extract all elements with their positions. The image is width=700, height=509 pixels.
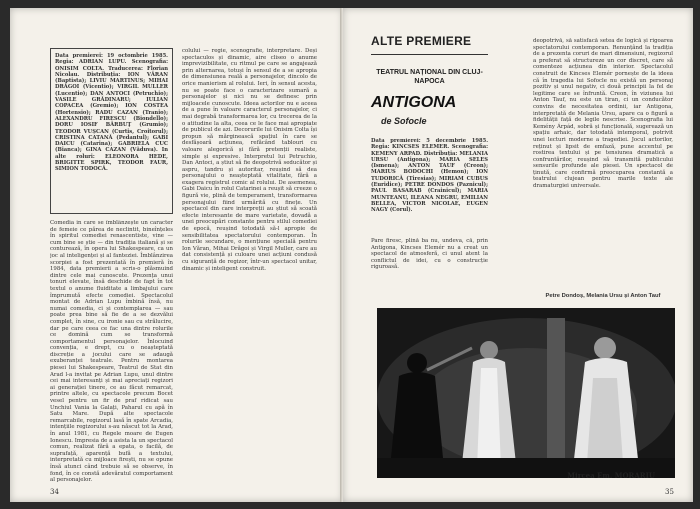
article-text: Comedia in care se îmblânzește un caracter de femeie ce părea de neclintit, bineînțeles în spiritul comediei renascentiste, vine — cum bine se știe — din tradiția italiană și se conturează, în opera lui Shakespeare, ca un joc al inteligenței și al fanteziei. Îmblânzirea scorpiei a fost prezentată în premieră în 1984, data premierii a scris-o plăsmuind dintre cele mai cunoscute. Prezența unui tonuri elevate, însă deschide de fapt în tot textul o anume fluiditate a limbajului care împrumută efecte comediei. Spectacolul montat de Adrian Lupu îmbină însă, nu numai comedia, ci și contemplarea — sau poate prea bine să fie de a se dezvălui complet, în sine, cu ironie sau cu strălucire, dar pe care ceea ce fac una dintre rolurile ce domină cum se transformă comportamentul personajelor. Înlocuind convenția, e drept, cu o neașteptată discreție a jocului care se adaugă exuberanței teatrale. Pentru montarea piesei lui Shakespeare, Teatrul de Stat din Arad l-a invitat pe Adrian Lupu, unul dintre cei mai interesanți și mai apreciați regizori ai generației tinere, ce au făcut remarcat, printre altele, cu spectacole precum Bocet vesel pentru un fir de praf ridicat sau Unchiul Vania la Galați, Paharul cu apă în Satu Mare. După alte spectacole remarcabile, regizorul lasă în spate Arcadia, intențiile regizorului s-au născut tot la Arad, în anul 1981, cu Regele moare de Eugen Ionescu. Impresia de a asista la un spectacol comun, realizat fără a epata, o facilă, de suprafață, aparență bufă a textului, interpretată cu mijloace firești, nu se opune însă atunci când trebuie să se observe, în fond, în ce constă adevăratul comportament al personajelor. [50,220,173,484]
article-column-2 [182,48,317,493]
article-column-1 [50,220,173,486]
right-page [343,8,693,502]
section-heading: ALTE PREMIERE [371,34,488,55]
photo-caption: Petre Dondoș, Melania Ursu și Anton Tauf [545,293,661,299]
credits-text: Data premierei: 5 decembrie 1985. Regia: KINCSES ELEMER. Scenografia: KEMENY ARPAD. Distribuția: MELANIA URSU (Antigona); MARIA SELES (Ismena); ANTON TAUF (Creon); MARIUS BODOCHI (Hemon); ION TUDORICĂ (Tiresias); MIRIAM CUBUS (Euridice); PETRE DONDOS (Paznicul); PAUL BASARAB (Crainicul); MARIA MUNTEANU, ILEANA NEGRU, EMILIAN BELLEA, VICTOR NICOLAE, EUGEN NAGY (Corul). [371,138,488,214]
play-title: ANTIGONA [371,94,457,111]
credits-text: Data premierei: 19 octombrie 1985. Regia: ADRIAN LUPU. Scenografia: ONISIM COLTA. Traducerea: Florian Nicolau. Distribuția: ION VĂRAN (Baptista); LIVIU MARTINUS; MIHAI DRĂGOI (Vicentio); VIRGIL MULLER (Lucentio); DAN ANTOCI (Petruchio); VASILE GRĂDINARU; IULIAN COPACEA (Gremio); ION COSTEA (Hortensio); RADU CAZAN (Tranio); ALEXANDRU FIRESCU (Biondello); DORU IOSIF BĂRBUŢ (Grumio); TEODOR VUȘCAN (Curtis, Croitorul); CRISTINA CATANĂ (Pedantul); GABI DAICU (Catarina); GABRIELA CUC (Bianca); GINA CAZAN (Văduva). In alte roluri: ELEONORA HEDE, BRIGITTE SPIRK, TEODOR FAUR, SIMION TODOCĂ. [55,53,168,173]
left-page [10,8,343,502]
author-signature: Mircea Em. MORARIU [567,471,655,480]
theatre-name: TEATRUL NAȚIONAL DIN CLUJ-NAPOCA [376,69,483,85]
page-number: 35 [665,488,674,496]
article-column [533,38,673,286]
credits-box [50,48,173,214]
page-number: 34 [50,488,59,496]
intro-block [371,238,488,286]
stage-photo [377,308,675,478]
play-author: de Sofocle [381,116,427,126]
article-text: colului — regie, scenografie, interpretare. Deși spectaculos și dinamic, aire cliseo o anume imprevizibilitate, cu ritmul pe care se angajează prin alternarea, totuși în sensul de a se apropia de dimensiunea reală a personajelor, dincolo de orice manierism al rolului. Ieri, în sensul acesta, nu se poate face o caracterizare sumară a personajelor și nici nu se definesc prin mijloacele cunoscute. Ideea actorilor nu e aceea de a pune în valoare caracterul personajelor, ci mai degrabă transformarea lor, cu trecerea de la o atitudine la alta, ceea ce le face mai apropiate de publicul de azi. Decorurile lui Onisim Colta își propun să mărginească spațiul în care se desfășoară acțiunea, refăcând tablouri cu valoare alegorică și fără pretenții realiste, simple și expresive. Interpretul lui Petruchio, Dan Antoci, a știut să fie deopotrivă seducător și aspru, tandru și autoritar, reușind să dea personajului o neașteptată vitalitate, fără a exagera registrul comic al rolului. De asemenea, Gabi Daicu în rolul Catarinei a reușit să creeze o figură vie, plină de temperament, transformarea personajului fiind urmărită cu finețe. Un spectacol din care interpreții au știut să scoată efecte interesante de mare varietate, dovadă a unei preocupări constante pentru stilul comediei de epocă, reușind totodată să-l apropie de sensibilitatea spectatorului contemporan. În rolurile secundare, o mențiune specială pentru Ion Văran, Mihai Drăgoi și Virgil Muller, care au dat consistență și culoare unei acțiuni condusă cu siguranță de regizor, într-un spectacol unitar, dinamic și inteligent construit. [182,48,317,272]
credits-block [371,138,488,234]
stage-photo-image [377,308,675,478]
article-text: deopotrivă, să satisfacă setea de logică și rigoarea spectatorului contemporan. Renunțând la tradiția de a prezenta coruri de mari dimensiuni, regizorul a preferat să structureze un cor discret, care să comenteze acțiunea din interior. Spectacolul construit de Kincses Elemér pornește de la ideea că în tragedia lui Sofocle nu există un personaj pozitiv și unul negativ, ci două principii la fel de legitime care se înfruntă. Creon, în viziunea lui Anton Tauf, nu este un tiran, ci un conducător convins de necesitatea ordinii, iar Antigona, interpretată de Melania Ursu, apare ca o figură a fidelității față de legile nescrise. Scenografia lui Kemény Árpád, sobră și funcțională, sugerează un spațiu arhaic, dar totodată intemporal, potrivit unei lecturi moderne a tragediei. Jocul actorilor, reținut și lipsit de emfază, pune accentul pe rostirea textului și pe tensiunea dramatică a confruntărilor, reușind să transmită publicului sensurile profunde ale piesei. Un spectacol de ținută, care confirmă preocuparea constantă a teatrului clujean pentru marile texte ale dramaturgiei universale. [533,38,673,190]
intro-text: Pare firesc, plină ba nu, undeva, că, prin Antigona, Kincses Elemér nu a creat un spectacol de atmosferă, ci unul atent la conflictul de idei, cu o construcție riguroasă. [371,238,488,271]
